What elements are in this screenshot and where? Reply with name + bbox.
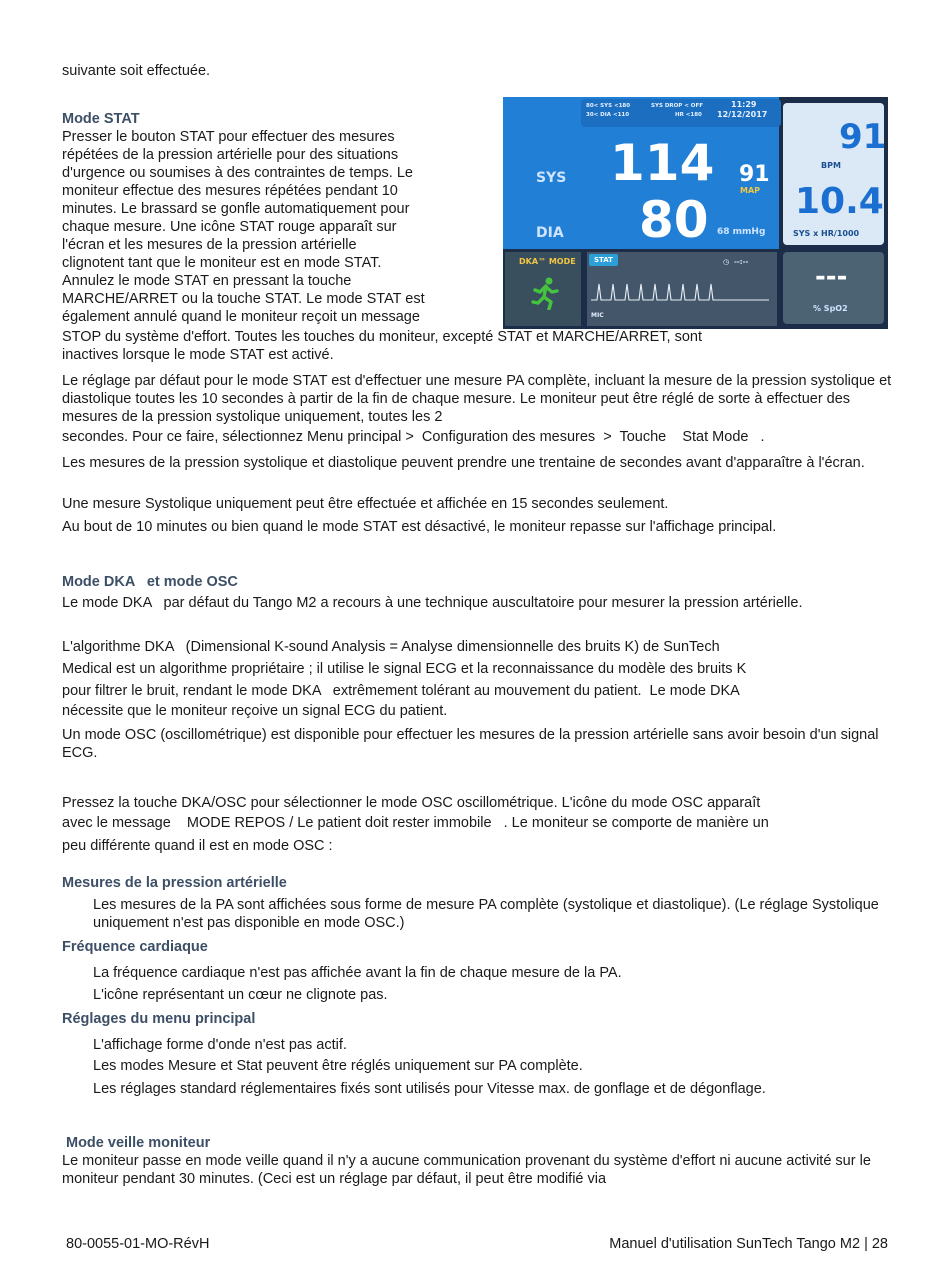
- dia-value: 80: [639, 191, 709, 249]
- stat-systolic-paragraph: Une mesure Systolique uniquement peut être effectuée et affichée en 15 secondes seulement.: [62, 496, 669, 512]
- stat-line: moniteur effectue des mesures répétées pendant 10: [62, 183, 398, 199]
- stat-line: Presser le bouton STAT pour effectuer des mesures: [62, 129, 395, 145]
- stat-line: MARCHE/ARRET ou la touche STAT. Le mode STAT est: [62, 291, 425, 307]
- hr-label: BPM: [821, 161, 841, 170]
- osc-line: Pressez la touche DKA/OSC pour sélectionner le mode OSC oscillométrique. L'icône du mode OSC apparaît: [62, 795, 761, 811]
- index-label: SYS x HR/1000: [793, 229, 860, 238]
- map-label: MAP: [740, 186, 761, 195]
- mode-panel: [505, 252, 581, 326]
- bp-text: Les mesures de la PA sont affichées sous forme de mesure PA complète (systolique et diastolique). (Le réglage Systolique uniquement n'est pas disponible en mode OSC.): [93, 897, 879, 931]
- limit-sys: 80< SYS <180: [586, 103, 631, 109]
- dka-line: nécessite que le moniteur reçoive un signal ECG du patient.: [62, 703, 448, 719]
- stat-end-paragraph: Au bout de 10 minutes ou bien quand le mode STAT est désactivé, le moniteur repasse sur l'affichage principal.: [62, 519, 777, 535]
- unit-label: 68 mmHg: [717, 227, 766, 237]
- dka-line: pour filtrer le bruit, rendant le mode DKA extrêmement tolérant au mouvement du patient. Le mode DKA: [62, 683, 740, 699]
- mode-label: DKA™ MODE: [519, 257, 576, 266]
- sleep-heading: Mode veille moniteur: [66, 1135, 211, 1151]
- stat-line: Annulez le mode STAT en pressant la touche: [62, 273, 352, 289]
- menu-line-3: Les réglages standard réglementaires fixés sont utilisés pour Vitesse max. de gonflage et de dégonflage.: [93, 1081, 766, 1097]
- ksound-waveform: [591, 270, 771, 310]
- stat-delay-paragraph: Les mesures de la pression systolique et diastolique peuvent prendre une trentaine de secondes avant d'apparaître à l'écran.: [62, 455, 865, 471]
- spo2-panel: [783, 252, 884, 324]
- hr-line-1: La fréquence cardiaque n'est pas affichée avant la fin de chaque mesure de la PA.: [93, 965, 622, 981]
- hr-value: 91: [839, 117, 887, 157]
- stat-line: chaque mesure. Une icône STAT rouge apparaît sur: [62, 219, 397, 235]
- stat-default-paragraph: Le réglage par défaut pour le mode STAT est d'effectuer une mesure PA complète, incluant la mesure de la pression systolique et diastolique toutes les 10 secondes à partir de la fin de chaque mesure. Le moniteur peut être réglé de sorte à effectuer des mesures de la pression systolique uniquement, toutes les 2: [62, 373, 892, 425]
- running-figure-icon: [531, 276, 559, 310]
- waveform-panel: [587, 252, 777, 326]
- stat-line: minutes. Le brassard se gonfle automatiquement pour: [62, 201, 410, 217]
- dka-line: L'algorithme DKA (Dimensional K-sound Analysis = Analyse dimensionnelle des bruits K) de SunTech: [62, 639, 720, 655]
- monitor-screen-image: [503, 97, 888, 329]
- index-value: 10.4: [795, 181, 884, 222]
- spo2-label: % SpO2: [813, 304, 848, 313]
- stat-timer: --:--: [734, 258, 749, 266]
- stat-line: STOP du système d'effort. Toutes les touches du moniteur, excepté STAT et MARCHE/ARRET, sont: [62, 329, 702, 345]
- stat-line: également annulé quand le moniteur reçoit un message: [62, 309, 420, 325]
- intro-text: suivante soit effectuée.: [62, 63, 211, 79]
- sys-label: SYS: [536, 170, 567, 186]
- document-reference: 80-0055-01-MO-RévH: [66, 1236, 210, 1252]
- page-footer-title: Manuel d'utilisation SunTech Tango M2 | 28: [609, 1236, 888, 1252]
- osc-line: avec le message MODE REPOS / Le patient doit rester immobile . Le moniteur se comporte de manière un: [62, 815, 769, 831]
- stat-line: clignotent tant que le moniteur est en mode STAT.: [62, 255, 382, 271]
- osc-paragraph: Un mode OSC (oscillométrique) est disponible pour effectuer les mesures de la pression artérielle sans avoir besoin d'un signal ECG.: [62, 727, 879, 761]
- limit-dia: 30< DIA <110: [586, 112, 630, 118]
- stat-config-path: secondes. Pour ce faire, sélectionnez Menu principal > Configuration des mesures > Touche Stat Mode .: [62, 429, 765, 445]
- sleep-text: Le moniteur passe en mode veille quand il n'y a aucune communication provenant du système d'effort ni aucune activité sur le moniteur pendant 30 minutes. (Ceci est un réglage par défaut, il peut être modifié via: [62, 1153, 871, 1187]
- stat-line: répétées de la pression artérielle pour des situations: [62, 147, 399, 163]
- stat-line: inactives lorsque le mode STAT est activé.: [62, 347, 334, 363]
- hr-heading: Fréquence cardiaque: [62, 939, 208, 955]
- menu-line-2: Les modes Mesure et Stat peuvent être réglés uniquement sur PA complète.: [93, 1058, 583, 1074]
- map-value: 91: [739, 162, 770, 187]
- clock-time: 11:29: [731, 100, 757, 109]
- stat-heading: Mode STAT: [62, 111, 140, 127]
- dia-label: DIA: [536, 225, 564, 241]
- dka-line: Medical est un algorithme propriétaire ; il utilise le signal ECG et la reconnaissance du modèle des bruits K: [62, 661, 747, 677]
- osc-line: peu différente quand il est en mode OSC :: [62, 838, 333, 854]
- sys-value: 114: [610, 134, 715, 192]
- bp-heading: Mesures de la pression artérielle: [62, 875, 287, 891]
- stat-badge: STAT: [589, 254, 618, 266]
- mic-label: MIC: [591, 312, 604, 319]
- dka-heading: Mode DKA et mode OSC: [62, 574, 238, 590]
- dka-paragraph-1: Le mode DKA par défaut du Tango M2 a recours à une technique auscultatoire pour mesurer la pression artérielle.: [62, 595, 803, 611]
- hr-panel: [783, 103, 887, 245]
- stat-line: d'urgence ou soumises à des contraintes de temps. Le: [62, 165, 413, 181]
- menu-heading: Réglages du menu principal: [62, 1011, 256, 1027]
- limit-sys-drop: SYS DROP < OFF: [651, 103, 703, 109]
- clock-icon: ◷: [723, 258, 730, 266]
- menu-line-1: L'affichage forme d'onde n'est pas actif.: [93, 1037, 347, 1053]
- hr-line-2: L'icône représentant un cœur ne clignote pas.: [93, 987, 388, 1003]
- spo2-value: ---: [815, 262, 848, 292]
- limit-hr: HR <180: [675, 112, 702, 118]
- bp-panel: [503, 97, 779, 249]
- stat-line: l'écran et les mesures de la pression artérielle: [62, 237, 357, 253]
- clock-date: 12/12/2017: [717, 110, 768, 119]
